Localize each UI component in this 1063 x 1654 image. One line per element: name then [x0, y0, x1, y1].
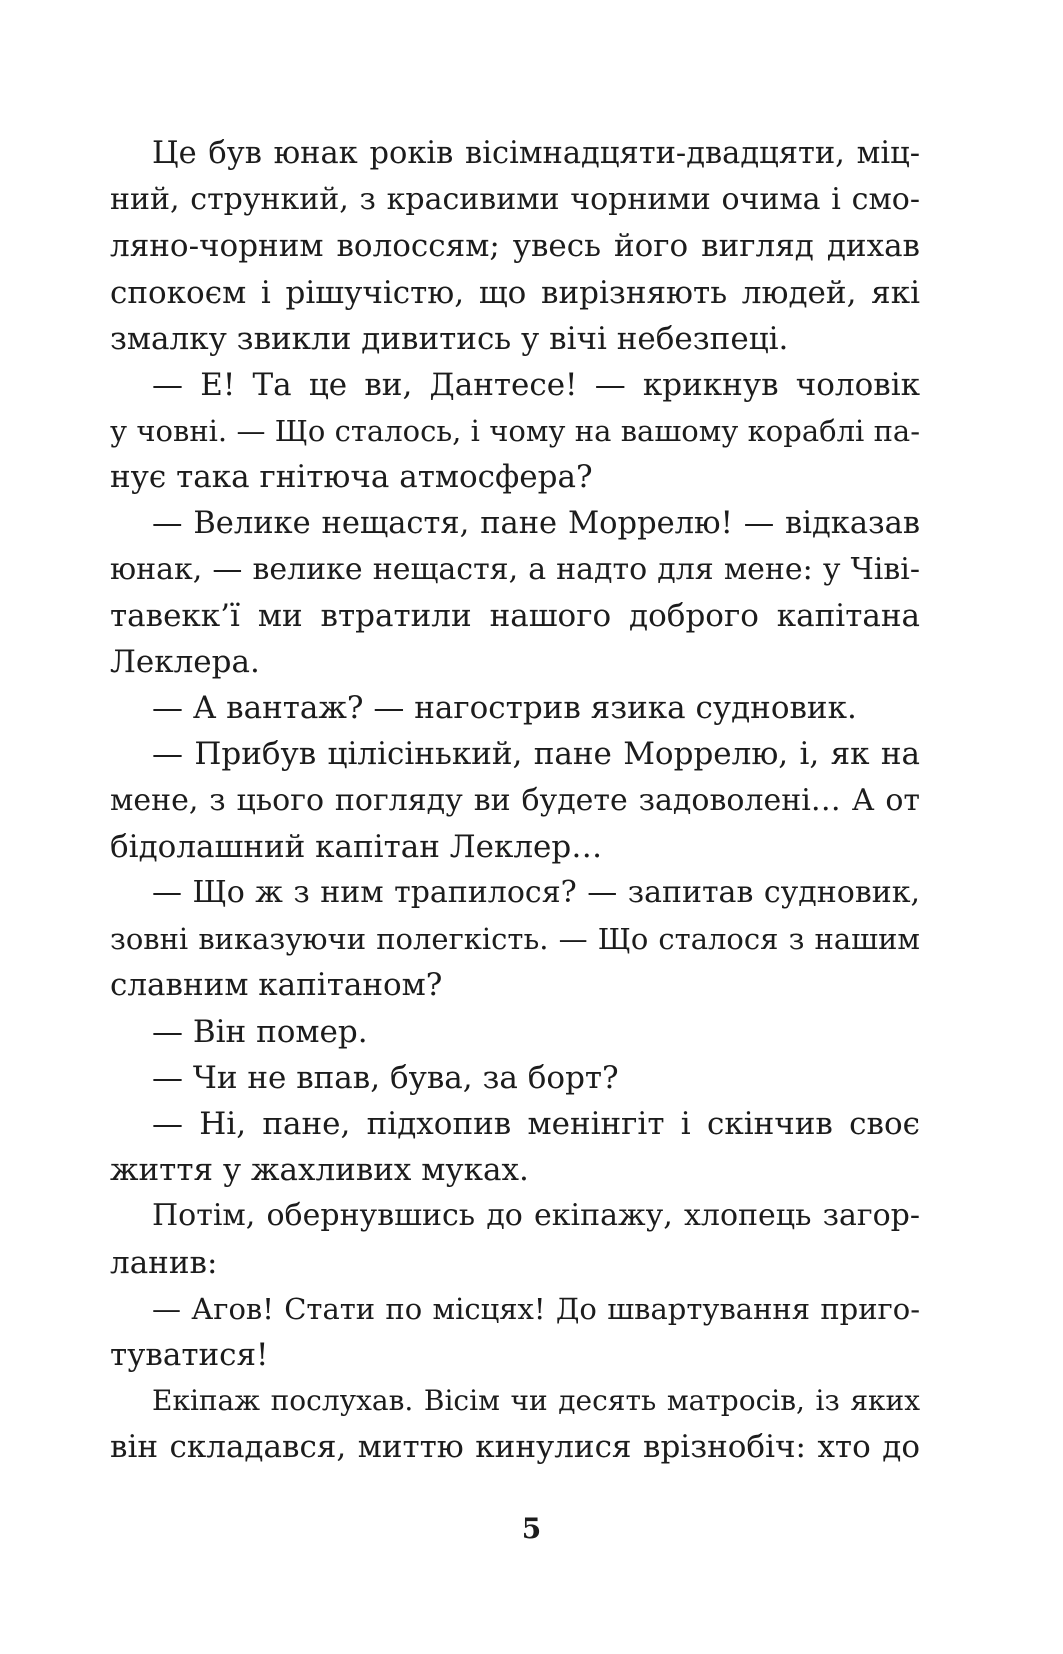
text-line: туватися!	[110, 1336, 269, 1373]
text-line: тавекк’ї ми втратили нашого доброго капітана	[110, 597, 920, 634]
text-line: — Ні, пане, підхопив менінгіт і скінчив своє	[152, 1105, 920, 1142]
text-line: Екіпаж послухав. Вісім чи десять матросів, із яких	[152, 1384, 920, 1418]
text-line: зовні виказуючи полегкість. — Що сталося з нашим	[110, 922, 920, 957]
body-text	[110, 131, 920, 1470]
text-line: він складався, миттю кинулися врізнобіч: хто до	[110, 1429, 920, 1466]
page-number: 5	[521, 1512, 542, 1545]
text-line: — Агов! Стати по місцях! До швартування приго-	[152, 1291, 920, 1326]
text-line: ний, стрункий, з красивими чорними очима і смо-	[110, 182, 920, 218]
text-line: — А вантаж? — нагострив язика судновик.	[152, 690, 857, 727]
text-line: мене, з цього погляду ви будете задоволені… А от	[110, 782, 920, 818]
text-line: змалку звикли дивитись у вічі небезпеці.	[110, 320, 789, 357]
text-line: життя у жахливих муках.	[110, 1152, 529, 1189]
text-line: у човні. — Що сталось, і чому на вашому кораблі па-	[110, 414, 920, 449]
text-line: нує така гнітюча атмосфера?	[110, 459, 593, 496]
text-line: — Е! Та це ви, Дантесе! — крикнув чоловік	[152, 366, 920, 403]
text-line: Це був юнак років вісімнадцяти-двадцяти, міц-	[152, 136, 920, 171]
text-line: — Що ж з ним трапилося? — запитав судновик,	[152, 875, 920, 910]
text-line: спокоєм і рішучістю, що вирізняють людей, які	[110, 274, 920, 311]
text-line: юнак, — велике нещастя, а надто для мене: у Чіві-	[110, 551, 920, 587]
text-line: Потім, обернувшись до екіпажу, хлопець загор-	[152, 1198, 920, 1234]
text-line: — Чи не впав, бува, за борт?	[152, 1059, 619, 1096]
text-line: — Він помер.	[152, 1013, 368, 1050]
text-line: славним капітаном?	[110, 967, 443, 1004]
text-line: — Прибув цілісінький, пане Моррелю, і, як на	[152, 736, 920, 773]
text-line: Леклера.	[110, 644, 260, 681]
text-line: — Велике нещастя, пане Моррелю! — відказав	[152, 505, 920, 541]
text-line: ляно-чорним волоссям; увесь його вигляд дихав	[110, 228, 920, 265]
text-line: ланив:	[110, 1244, 218, 1281]
text-line: бідолашний капітан Леклер…	[110, 828, 603, 865]
